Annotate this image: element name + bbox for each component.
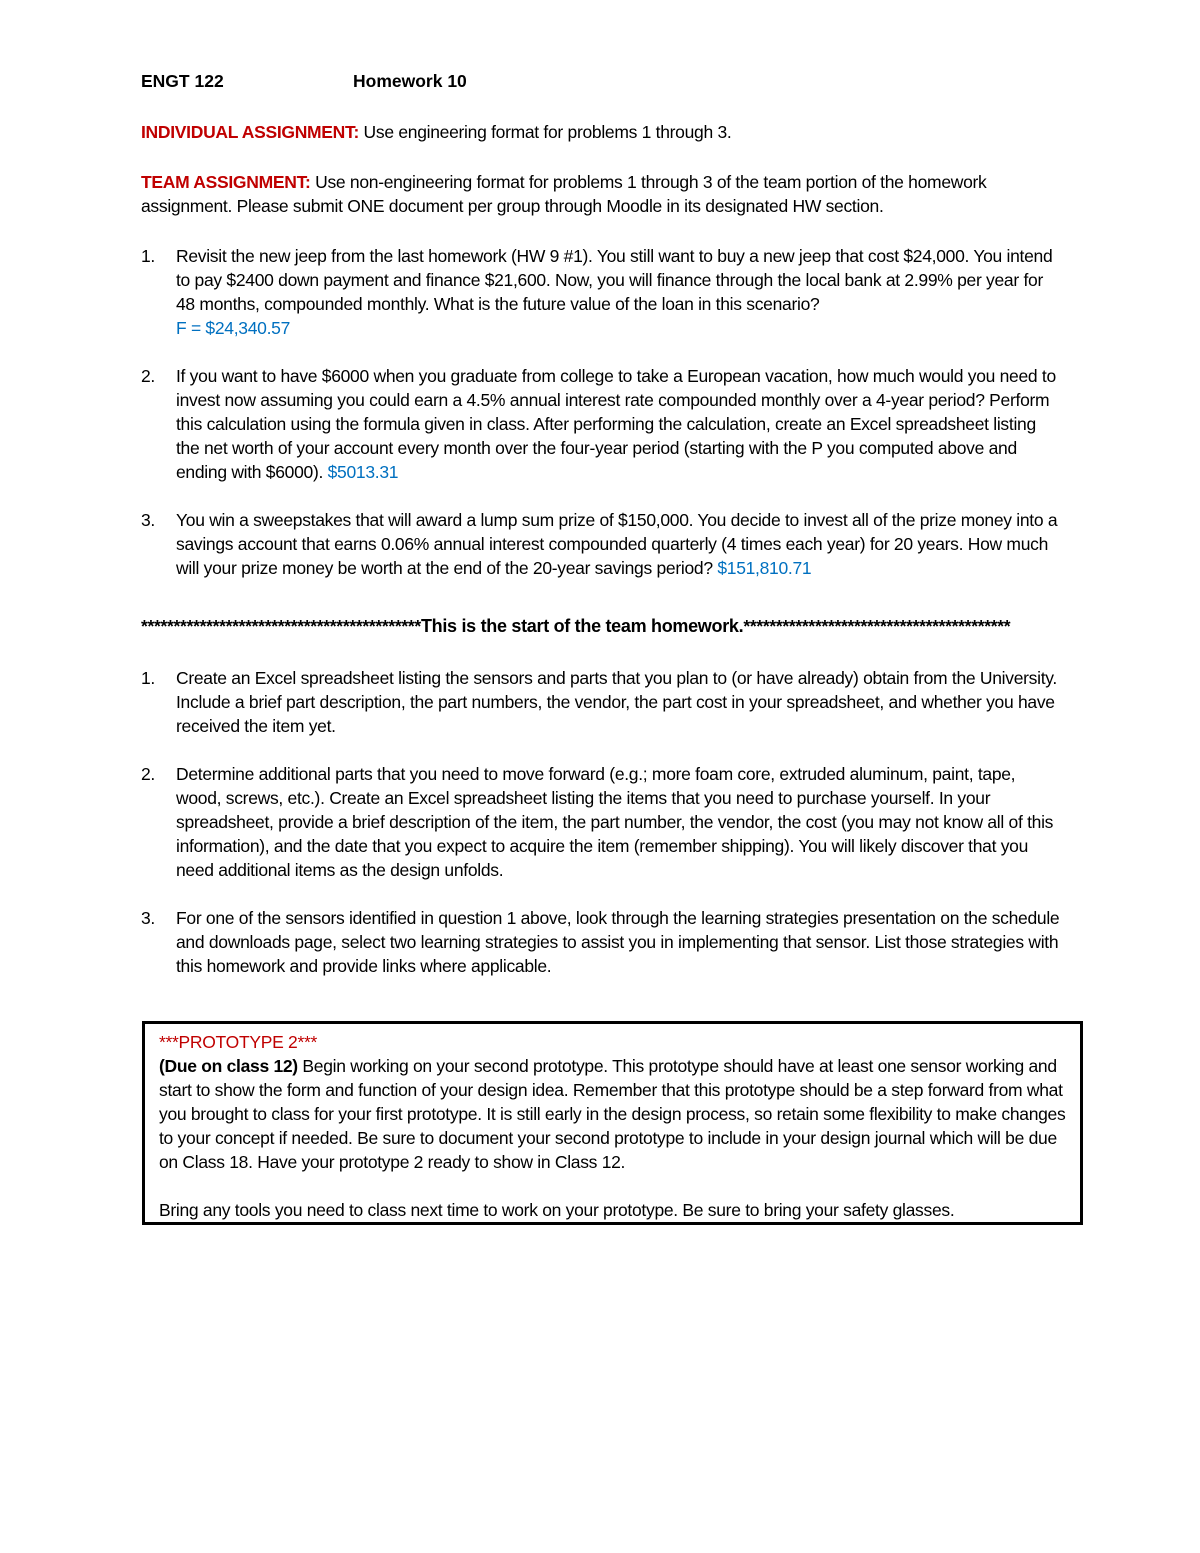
prototype-heading: ***PROTOTYPE 2*** — [159, 1032, 317, 1052]
team-problem-3 — [141, 906, 1061, 978]
problem-number: 1. — [141, 668, 155, 688]
problem-answer: F = $24,340.57 — [176, 318, 291, 338]
individual-problem-2 — [141, 364, 1061, 484]
team-problem-list — [141, 666, 1061, 1002]
problem-number: 1. — [141, 246, 155, 266]
problem-text: For one of the sensors identified in question 1 above, look through the learning strategies presentation on the schedule and downloads page, select two learning strategies to assist you in implementing that sensor. List those strategies with this homework and provide links where applicable. — [176, 908, 1060, 976]
problem-text: Create an Excel spreadsheet listing the sensors and parts that you plan to (or have already) obtain from the University. Include a brief part description, the part numbers, the vendor, the part cost in your spreadsheet, and whether you have received the item yet. — [176, 668, 1057, 736]
team-problem-1 — [141, 666, 1061, 738]
divider-stars-right: ***************************************** — [743, 616, 1011, 636]
individual-problem-1 — [141, 244, 1061, 340]
problem-number: 3. — [141, 908, 155, 928]
prototype-note: Bring any tools you need to class next time to work on your prototype. Be sure to bring your safety glasses. — [159, 1200, 955, 1220]
individual-assignment-label: INDIVIDUAL ASSIGNMENT: — [141, 122, 359, 142]
problem-text: If you want to have $6000 when you graduate from college to take a European vacation, how much would you need to invest now assuming you could earn a 4.5% annual interest rate compounded monthly over a 4-year period? Perform this calculation using the formula given in class. After performing the calculation, create an Excel spreadsheet listing the net worth of your account every month over the four-year period (starting with the P you computed above and ending with $6000). — [176, 366, 1056, 482]
team-assignment-text: Use non-engineering format for problems 1 through 3 of the team portion of the homework assignment. Please submit ONE document per group through Moodle in its designated HW section. — [141, 172, 987, 216]
problem-number: 3. — [141, 510, 155, 530]
problem-text: Revisit the new jeep from the last homework (HW 9 #1). You still want to buy a new jeep that cost $24,000. You intend to pay $2400 down payment and finance $21,600. Now, you will finance through the local bank at 2.99% per year for 48 months, compounded monthly. What is the future value of the loan in this scenario? — [176, 246, 1053, 314]
individual-problem-list — [141, 244, 1061, 604]
team-assignment-label: TEAM ASSIGNMENT: — [141, 172, 311, 192]
prototype-body: Begin working on your second prototype. This prototype should have at least one sensor working and start to show the form and function of your design idea. Remember that this prototype should be a step forward from what you brought to class for your first prototype. It is still early in the design process, so retain some flexibility to make changes to your concept if needed. Be sure to document your second prototype to include in your design journal which will be due on Class 18. Have your prototype 2 ready to show in Class 12. — [159, 1056, 1066, 1172]
individual-problem-3 — [141, 508, 1061, 580]
problem-answer: $5013.31 — [327, 462, 399, 482]
team-assignment-instructions — [141, 170, 1061, 218]
divider-text: This is the start of the team homework. — [420, 616, 744, 636]
problem-text: You win a sweepstakes that will award a lump sum prize of $150,000. You decide to invest all of the prize money into a savings account that earns 0.06% annual interest compounded quarterly (4 times each year) for 20 years. How much will your prize money be worth at the end of the 20-year savings period? — [176, 510, 1058, 578]
problem-number: 2. — [141, 366, 155, 386]
team-problem-2 — [141, 762, 1061, 882]
homework-title: Homework 10 — [353, 71, 467, 91]
team-homework-divider — [141, 616, 1061, 637]
problem-number: 2. — [141, 764, 155, 784]
problem-answer: $151,810.71 — [717, 558, 812, 578]
prototype-due-label: (Due on class 12) — [159, 1056, 298, 1076]
prototype-description — [159, 1054, 1066, 1174]
prototype-2-box — [142, 1021, 1083, 1225]
divider-stars-left: ******************************************* — [141, 616, 421, 636]
individual-assignment-instructions — [141, 120, 1061, 144]
problem-text: Determine additional parts that you need to move forward (e.g.; more foam core, extruded aluminum, paint, tape, wood, screws, etc.). Create an Excel spreadsheet listing the items that you need to purchase yourself. In your spreadsheet, provide a brief description of the item, the part number, the vendor, the cost (you may not know all of this information), and the date that you expect to acquire the item (remember shipping). You will likely discover that you need additional items as the design unfolds. — [176, 764, 1054, 880]
individual-assignment-text: Use engineering format for problems 1 through 3. — [359, 122, 732, 142]
course-code: ENGT 122 — [141, 71, 224, 91]
